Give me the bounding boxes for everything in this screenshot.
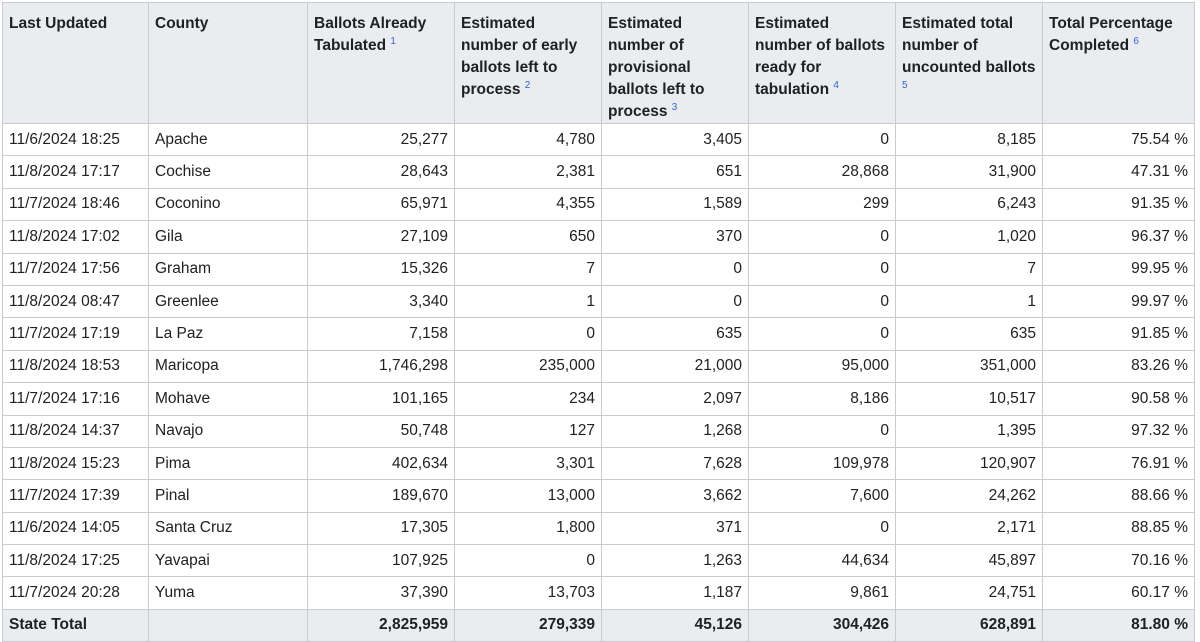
- table-row: [3, 480, 1195, 512]
- uncounted-ballots-cell: 24,751: [896, 577, 1043, 609]
- last-updated-header: [3, 3, 149, 124]
- table-row: [3, 383, 1195, 415]
- header-label: County: [155, 15, 209, 32]
- ballots-ready-cell: 0: [749, 124, 896, 156]
- uncounted-ballots-cell: 351,000: [896, 350, 1043, 382]
- ballots-ready-cell: 7,600: [749, 480, 896, 512]
- state-total-row: [3, 609, 1195, 641]
- percentage-completed-cell: 47.31 %: [1043, 156, 1195, 188]
- percentage-completed-cell: 83.26 %: [1043, 350, 1195, 382]
- county-cell: Santa Cruz: [149, 512, 308, 544]
- ballots-tabulated-cell: 2,825,959: [308, 609, 455, 641]
- footnote-link[interactable]: 3: [671, 101, 678, 113]
- table-row: [3, 447, 1195, 479]
- early-ballots-left-cell: 2,381: [455, 156, 602, 188]
- ballots-ready-cell: 0: [749, 285, 896, 317]
- uncounted-ballots-cell: 8,185: [896, 124, 1043, 156]
- provisional-ballots-left-cell: 1,263: [602, 545, 749, 577]
- ballots-tabulated-cell: 7,158: [308, 318, 455, 350]
- ballots-ready-cell: 8,186: [749, 383, 896, 415]
- ballots-ready-cell: 0: [749, 512, 896, 544]
- provisional-ballots-left-header: [602, 3, 749, 124]
- percentage-completed-cell: 99.97 %: [1043, 285, 1195, 317]
- percentage-completed-cell: 91.85 %: [1043, 318, 1195, 350]
- ballots-ready-cell: 28,868: [749, 156, 896, 188]
- uncounted-ballots-cell: 1,020: [896, 221, 1043, 253]
- ballots-tabulated-cell: 65,971: [308, 188, 455, 220]
- ballots-ready-cell: 299: [749, 188, 896, 220]
- county-cell: Mohave: [149, 383, 308, 415]
- provisional-ballots-left-cell: 1,589: [602, 188, 749, 220]
- early-ballots-left-cell: 0: [455, 545, 602, 577]
- uncounted-ballots-cell: 45,897: [896, 545, 1043, 577]
- ballots-tabulated-cell: 15,326: [308, 253, 455, 285]
- header-label: Total Percentage Completed: [1049, 15, 1173, 54]
- footnote-link[interactable]: 1: [390, 35, 396, 47]
- county-cell: [149, 609, 308, 641]
- last-updated-cell: 11/8/2024 17:02: [3, 221, 149, 253]
- ballots-tabulated-cell: 107,925: [308, 545, 455, 577]
- uncounted-ballots-cell: 31,900: [896, 156, 1043, 188]
- uncounted-ballots-cell: 1,395: [896, 415, 1043, 447]
- ballots-ready-cell: 95,000: [749, 350, 896, 382]
- uncounted-ballots-cell: 1: [896, 285, 1043, 317]
- ballots-tabulated-cell: 50,748: [308, 415, 455, 447]
- percentage-completed-cell: 88.66 %: [1043, 480, 1195, 512]
- percentage-completed-cell: 91.35 %: [1043, 188, 1195, 220]
- uncounted-ballots-cell: 6,243: [896, 188, 1043, 220]
- early-ballots-left-cell: 127: [455, 415, 602, 447]
- last-updated-cell: 11/7/2024 17:39: [3, 480, 149, 512]
- ballots-tabulated-cell: 27,109: [308, 221, 455, 253]
- ballots-tabulated-cell: 3,340: [308, 285, 455, 317]
- ballots-tabulated-cell: 37,390: [308, 577, 455, 609]
- uncounted-ballots-cell: 120,907: [896, 447, 1043, 479]
- table-row: [3, 350, 1195, 382]
- ballots-ready-cell: 109,978: [749, 447, 896, 479]
- percentage-completed-cell: 75.54 %: [1043, 124, 1195, 156]
- header-label: Last Updated: [9, 15, 108, 32]
- header-label: Estimated number of early ballots left to process: [461, 15, 578, 98]
- percentage-completed-cell: 60.17 %: [1043, 577, 1195, 609]
- ballots-tabulated-cell: 1,746,298: [308, 350, 455, 382]
- ballots-tabulated-header: [308, 3, 455, 124]
- percentage-completed-cell: 90.58 %: [1043, 383, 1195, 415]
- county-cell: Greenlee: [149, 285, 308, 317]
- table-row: [3, 577, 1195, 609]
- early-ballots-left-cell: 4,355: [455, 188, 602, 220]
- footnote-link[interactable]: 2: [524, 79, 531, 91]
- county-cell: Apache: [149, 124, 308, 156]
- county-cell: Yuma: [149, 577, 308, 609]
- ballots-ready-header: [749, 3, 896, 124]
- percentage-completed-cell: 99.95 %: [1043, 253, 1195, 285]
- early-ballots-left-cell: 13,000: [455, 480, 602, 512]
- last-updated-cell: 11/7/2024 17:16: [3, 383, 149, 415]
- last-updated-cell: 11/7/2024 20:28: [3, 577, 149, 609]
- results-table-container: [2, 2, 1194, 642]
- early-ballots-left-cell: 235,000: [455, 350, 602, 382]
- table-row: [3, 318, 1195, 350]
- last-updated-cell: 11/8/2024 08:47: [3, 285, 149, 317]
- ballots-tabulated-cell: 17,305: [308, 512, 455, 544]
- last-updated-cell: 11/8/2024 15:23: [3, 447, 149, 479]
- county-cell: La Paz: [149, 318, 308, 350]
- table-footer: [3, 609, 1195, 641]
- county-cell: Coconino: [149, 188, 308, 220]
- state-total-label: State Total: [3, 609, 149, 641]
- ballots-tabulated-cell: 101,165: [308, 383, 455, 415]
- uncounted-ballots-cell: 24,262: [896, 480, 1043, 512]
- uncounted-ballots-header: [896, 3, 1043, 124]
- header-label: Estimated number of provisional ballots left to process: [608, 15, 705, 120]
- provisional-ballots-left-cell: 0: [602, 285, 749, 317]
- ballots-ready-cell: 0: [749, 318, 896, 350]
- county-cell: Pima: [149, 447, 308, 479]
- uncounted-ballots-cell: 635: [896, 318, 1043, 350]
- percentage-completed-cell: 76.91 %: [1043, 447, 1195, 479]
- uncounted-ballots-cell: 7: [896, 253, 1043, 285]
- uncounted-ballots-cell: 2,171: [896, 512, 1043, 544]
- provisional-ballots-left-cell: 0: [602, 253, 749, 285]
- footnote-link[interactable]: 6: [1133, 35, 1139, 47]
- table-row: [3, 188, 1195, 220]
- ballot-count-table: [2, 2, 1195, 642]
- early-ballots-left-cell: 7: [455, 253, 602, 285]
- percentage-completed-cell: 70.16 %: [1043, 545, 1195, 577]
- last-updated-cell: 11/7/2024 18:46: [3, 188, 149, 220]
- provisional-ballots-left-cell: 370: [602, 221, 749, 253]
- provisional-ballots-left-cell: 7,628: [602, 447, 749, 479]
- county-cell: Graham: [149, 253, 308, 285]
- table-row: [3, 285, 1195, 317]
- ballots-ready-cell: 0: [749, 221, 896, 253]
- provisional-ballots-left-cell: 1,187: [602, 577, 749, 609]
- early-ballots-left-cell: 13,703: [455, 577, 602, 609]
- county-header: [149, 3, 308, 124]
- percentage-completed-cell: 88.85 %: [1043, 512, 1195, 544]
- ballots-tabulated-cell: 25,277: [308, 124, 455, 156]
- header-label: Ballots Already Tabulated: [314, 15, 427, 54]
- provisional-ballots-left-cell: 3,662: [602, 480, 749, 512]
- table-row: [3, 545, 1195, 577]
- uncounted-ballots-cell: 628,891: [896, 609, 1043, 641]
- early-ballots-left-cell: 1: [455, 285, 602, 317]
- table-row: [3, 124, 1195, 156]
- ballots-tabulated-cell: 402,634: [308, 447, 455, 479]
- header-label: Estimated number of ballots ready for tabulation: [755, 15, 886, 98]
- percentage-completed-cell: 81.80 %: [1043, 609, 1195, 641]
- table-row: [3, 253, 1195, 285]
- early-ballots-left-cell: 234: [455, 383, 602, 415]
- county-cell: Navajo: [149, 415, 308, 447]
- provisional-ballots-left-cell: 45,126: [602, 609, 749, 641]
- last-updated-cell: 11/8/2024 14:37: [3, 415, 149, 447]
- uncounted-ballots-cell: 10,517: [896, 383, 1043, 415]
- percentage-completed-cell: 97.32 %: [1043, 415, 1195, 447]
- ballots-tabulated-cell: 28,643: [308, 156, 455, 188]
- ballots-ready-cell: 304,426: [749, 609, 896, 641]
- last-updated-cell: 11/8/2024 17:17: [3, 156, 149, 188]
- early-ballots-left-cell: 1,800: [455, 512, 602, 544]
- provisional-ballots-left-cell: 1,268: [602, 415, 749, 447]
- county-cell: Maricopa: [149, 350, 308, 382]
- header-label: Estimated total number of uncounted ballots: [902, 15, 1036, 76]
- last-updated-cell: 11/8/2024 18:53: [3, 350, 149, 382]
- county-cell: Yavapai: [149, 545, 308, 577]
- county-cell: Cochise: [149, 156, 308, 188]
- footnote-link[interactable]: 5: [902, 79, 908, 91]
- ballots-ready-cell: 44,634: [749, 545, 896, 577]
- last-updated-cell: 11/8/2024 17:25: [3, 545, 149, 577]
- provisional-ballots-left-cell: 635: [602, 318, 749, 350]
- ballots-ready-cell: 0: [749, 253, 896, 285]
- ballots-ready-cell: 0: [749, 415, 896, 447]
- provisional-ballots-left-cell: 2,097: [602, 383, 749, 415]
- percentage-completed-cell: 96.37 %: [1043, 221, 1195, 253]
- early-ballots-left-cell: 650: [455, 221, 602, 253]
- last-updated-cell: 11/6/2024 18:25: [3, 124, 149, 156]
- last-updated-cell: 11/7/2024 17:56: [3, 253, 149, 285]
- table-row: [3, 221, 1195, 253]
- percentage-completed-header: [1043, 3, 1195, 124]
- early-ballots-left-cell: 4,780: [455, 124, 602, 156]
- provisional-ballots-left-cell: 3,405: [602, 124, 749, 156]
- table-header: [3, 3, 1195, 124]
- provisional-ballots-left-cell: 21,000: [602, 350, 749, 382]
- county-cell: Gila: [149, 221, 308, 253]
- early-ballots-left-cell: 3,301: [455, 447, 602, 479]
- last-updated-cell: 11/6/2024 14:05: [3, 512, 149, 544]
- table-row: [3, 415, 1195, 447]
- table-body: [3, 124, 1195, 610]
- ballots-ready-cell: 9,861: [749, 577, 896, 609]
- early-ballots-left-cell: 279,339: [455, 609, 602, 641]
- header-row: [3, 3, 1195, 124]
- table-row: [3, 156, 1195, 188]
- early-ballots-left-header: [455, 3, 602, 124]
- provisional-ballots-left-cell: 371: [602, 512, 749, 544]
- provisional-ballots-left-cell: 651: [602, 156, 749, 188]
- county-cell: Pinal: [149, 480, 308, 512]
- table-row: [3, 512, 1195, 544]
- footnote-link[interactable]: 4: [833, 79, 839, 91]
- early-ballots-left-cell: 0: [455, 318, 602, 350]
- ballots-tabulated-cell: 189,670: [308, 480, 455, 512]
- last-updated-cell: 11/7/2024 17:19: [3, 318, 149, 350]
